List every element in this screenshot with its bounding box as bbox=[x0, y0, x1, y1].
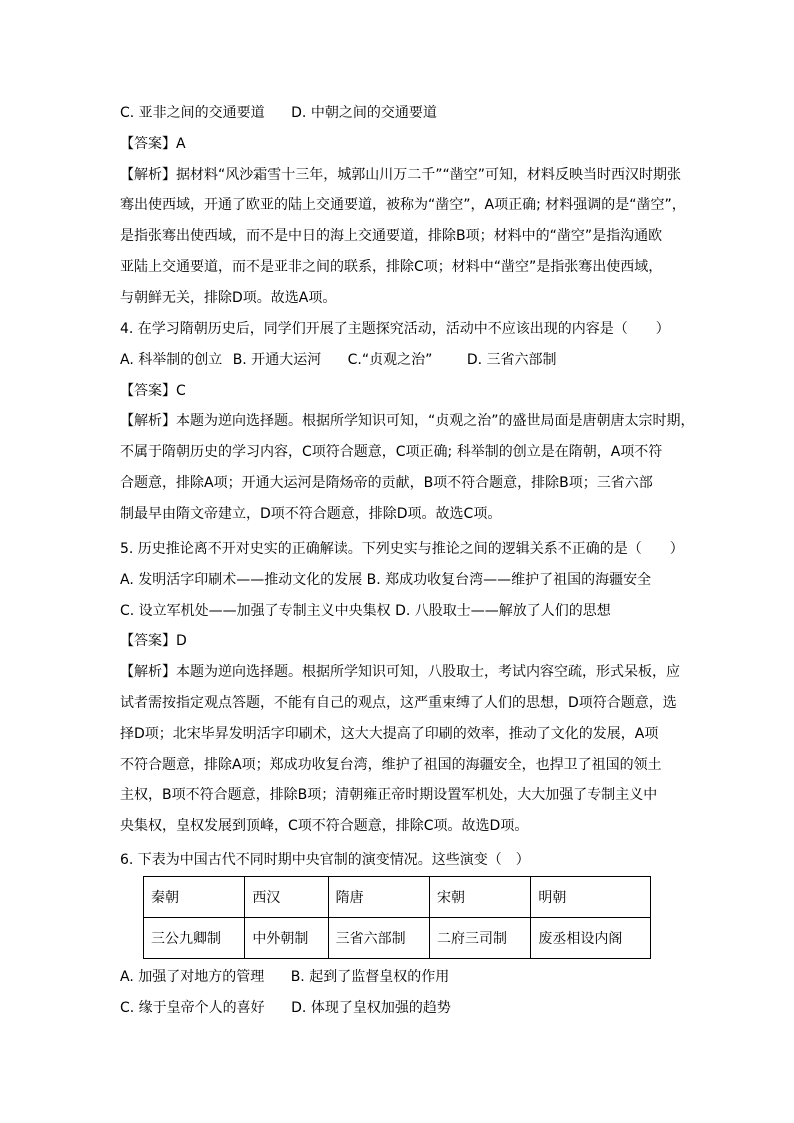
table-row bbox=[144, 918, 651, 959]
table-cell: 中外朝制 bbox=[245, 918, 328, 959]
table-cell: 隋唐 bbox=[328, 877, 429, 918]
official-system-table bbox=[143, 876, 651, 959]
q5-analysis-line: 央集权，皇权发展到顶峰，C项不符合题意，排除C项。故选D项。 bbox=[120, 818, 529, 835]
q5-analysis-line: 【解析】本题为逆向选择题。根据所学知识可知，八股取士，考试内容空疏，形式呆板，应 bbox=[120, 664, 680, 681]
table-cell: 废丞相设内阁 bbox=[531, 918, 651, 959]
q6-option-d: D. 体现了皇权加强的趋势 bbox=[291, 999, 451, 1016]
q3-analysis-line: 亚陆上交通要道，而不是亚非之间的联系，排除C项；材料中“凿空”是指张骞出使西域， bbox=[120, 258, 663, 275]
table-cell: 三公九卿制 bbox=[144, 918, 245, 959]
q5-options-cd: C. 设立军机处——加强了专制主义中央集权 D. 八股取士——解放了人们的思想 bbox=[120, 602, 611, 619]
table-cell: 明朝 bbox=[531, 877, 651, 918]
q4-option-d: D. 三省六部制 bbox=[466, 351, 557, 368]
question-5 bbox=[120, 534, 684, 842]
q4-analysis-line: 制最早由隋文帝建立，D项不符合题意，排除D项。故选C项。 bbox=[120, 505, 502, 522]
table-header-row bbox=[144, 877, 651, 918]
q3-options-cd bbox=[120, 98, 680, 129]
q6-option-c: C. 缘于皇帝个人的喜好 bbox=[120, 999, 265, 1016]
q4-analysis-line: 不属于隋朝历史的学习内容，C项符合题意，C项正确; 科举制的创立是在隋朝，A项不符 bbox=[120, 444, 663, 461]
q3-analysis-line: 是指张骞出使西域，而不是中日的海上交通要道，排除B项；材料中的“凿空”是指沟通欧 bbox=[120, 228, 663, 245]
q6-options-cd bbox=[120, 993, 680, 1024]
q6-options-ab bbox=[120, 962, 680, 993]
q3-analysis-line: 【解析】据材料“风沙霜雪十三年，城郭山川万二千”“凿空”可知，材料反映当时西汉时期张 bbox=[120, 166, 682, 183]
table-cell: 宋朝 bbox=[429, 877, 530, 918]
question-6-options bbox=[120, 962, 680, 1024]
q4-stem: 4. 在学习隋朝历史后，同学们开展了主题探究活动，活动中不应该出现的内容是（ ） bbox=[120, 321, 670, 337]
table-cell: 秦朝 bbox=[144, 877, 245, 918]
q5-options-ab: A. 发明活字印刷术——推动文化的发展 B. 郑成功收复台湾——维护了祖国的海疆安全 bbox=[120, 571, 652, 588]
q3-option-d: D. 中朝之间的交通要道 bbox=[291, 105, 437, 121]
table-cell: 三省六部制 bbox=[328, 918, 429, 959]
q3-answer: 【答案】A bbox=[120, 135, 186, 152]
q3-option-c: C. 亚非之间的交通要道 bbox=[120, 105, 265, 121]
q4-options bbox=[120, 345, 680, 376]
question-6-stem-block bbox=[120, 845, 680, 876]
q3-analysis-line: 骞出使西域，开通了欧亚的陆上交通要道，被称为“凿空”，A项正确; 材料强调的是“凿空”， bbox=[120, 197, 686, 214]
q6-option-b: B. 起到了监督皇权的作用 bbox=[290, 969, 450, 985]
q4-analysis-line: 合题意，排除A项；开通大运河是隋炀帝的贡献，B项不符合题意，排除B项；三省六部 bbox=[120, 474, 653, 491]
question-4 bbox=[120, 314, 695, 530]
q5-analysis-line: 主权，B项不符合题意，排除B项；清朝雍正帝时期设置军机处，大大加强了专制主义中 bbox=[120, 787, 658, 804]
q3-analysis-line: 与朝鲜无关，排除D项。故选A项。 bbox=[120, 289, 337, 306]
q6-option-a: A. 加强了对地方的管理 bbox=[120, 969, 265, 985]
q5-stem: 5. 历史推论离不开对史实的正确解读。下列史实与推论之间的逻辑关系不正确的是（ ） bbox=[120, 541, 684, 557]
table-cell: 二府三司制 bbox=[429, 918, 530, 959]
q5-analysis-line: 择D项；北宋毕昇发明活字印刷术，这大大提高了印刷的效率，推动了文化的发展，A项 bbox=[120, 725, 659, 742]
q5-analysis-line: 试者需按指定观点答题，不能有自己的观点，这严重束缚了人们的思想，D项符合题意，选 bbox=[120, 694, 677, 711]
q4-option-a: A. 科举制的创立 bbox=[120, 351, 223, 368]
question-3-continuation bbox=[120, 98, 686, 314]
q4-option-c: C.“贞观之治” bbox=[347, 351, 433, 368]
q5-analysis-line: 不符合题意，排除A项；郑成功收复台湾，维护了祖国的海疆安全，也捍卫了祖国的领土 bbox=[120, 756, 662, 773]
q4-analysis-line: 【解析】本题为逆向选择题。根据所学知识可知，“贞观之治”的盛世局面是唐朝唐太宗时期， bbox=[120, 413, 695, 430]
q4-answer: 【答案】C bbox=[120, 382, 186, 399]
q6-stem: 6. 下表为中国古代不同时期中央官制的演变情况。这些演变（ ） bbox=[120, 852, 530, 868]
q5-answer: 【答案】D bbox=[120, 633, 187, 650]
table-cell: 西汉 bbox=[245, 877, 328, 918]
q4-option-b: B. 开通大运河 bbox=[232, 351, 322, 368]
